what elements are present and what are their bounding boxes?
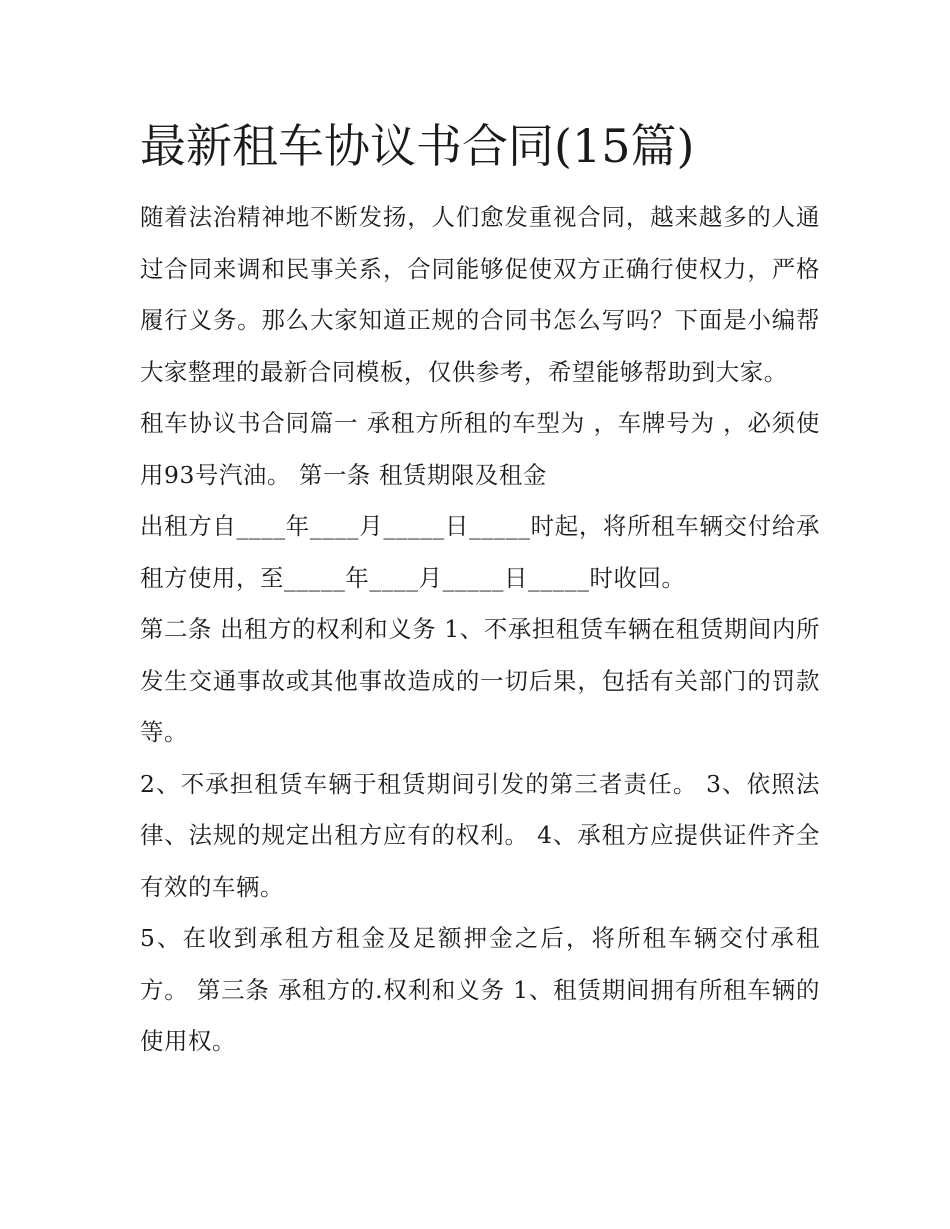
intro-paragraph: 随着法治精神地不断发扬，人们愈发重视合同，越来越多的人通过合同来调和民事关系，合同能够促使双方正确行使权力，严格履行义务。那么大家知道正规的合同书怎么写吗？下面是小编帮大家整理的最新合同模板，仅供参考，希望能够帮助到大家。 [140,203,820,386]
document-title: 最新租车协议书合同(15篇) [140,119,695,173]
paragraph-lessor-duties: 2、不承担租赁车辆于租赁期间引发的第三者责任。 3、依照法律、法规的规定出租方应有的权利。 4、承租方应提供证件齐全有效的车辆。 [140,769,820,901]
paragraph-lease-period: 出租方自____年____月_____日_____时起，将所租车辆交付给承租方使用，至_____年____月_____日_____时收回。 [140,512,820,592]
paragraph-article-three: 5、在收到承租方租金及足额押金之后，将所租车辆交付承租方。 第三条 承租方的.权利和义务 1、租赁期间拥有所租车辆的使用权。 [140,924,820,1055]
paragraph-article-two: 第二条 出租方的权利和义务 1、不承担租赁车辆在租赁期间内所发生交通事故或其他事故造成的一切后果，包括有关部门的罚款等。 [140,615,820,746]
paragraph-contract-one: 租车协议书合同篇一 承租方所租的车型为 ，车牌号为 ，必须使用93号汽油。 第一条 租赁期限及租金 [140,409,820,489]
document-page [140,110,820,1068]
